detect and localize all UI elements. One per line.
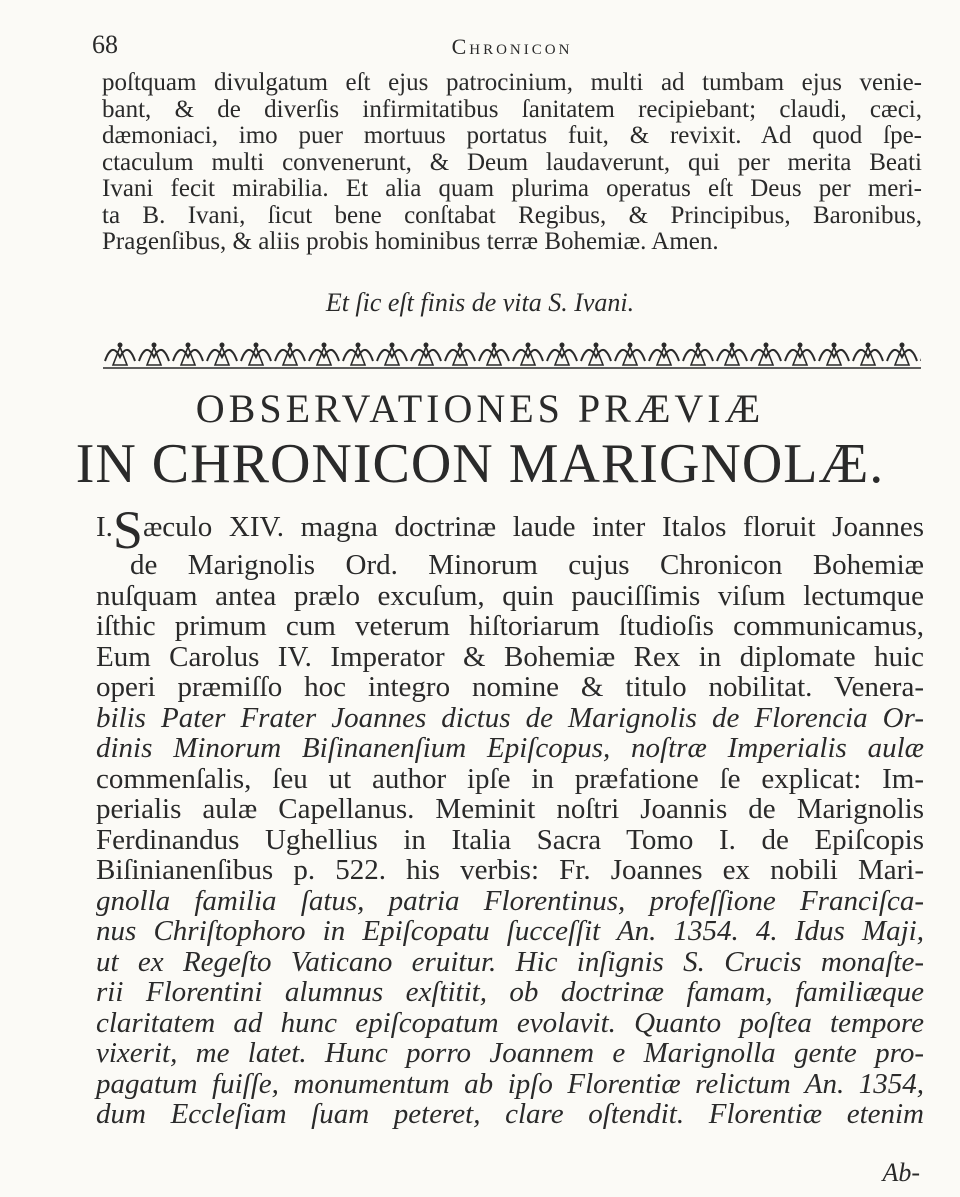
text-line: pagatum fuiſſe, monumentum ab ipſo Florentiæ relictum An. 1354, [96, 1067, 924, 1100]
text-line: bilis Pater Frater Joannes dictus de Marignolis de Florencia Or- [96, 701, 924, 734]
drop-cap: S [112, 500, 143, 560]
text-line: nuſquam antea prælo excuſum, quin pauciſſimis viſum lectumque [96, 579, 924, 612]
text-line: poſtquam divulgatum eſt ejus patrocinium, multi ad tumbam ejus venie- [102, 69, 922, 96]
text-line: Pragenſibus, & aliis probis hominibus terræ Bohemiæ. Amen. [102, 228, 719, 255]
text-line: claritatem ad hunc epiſcopatum evolavit. Quanto poſtea tempore [96, 1006, 924, 1039]
text-line: gnolla familia ſatus, patria Florentinus, profeſſione Franciſca- [96, 884, 924, 917]
text-line: bant, & de diverſis infirmitatibus ſanitatem recipiebant; claudi, cæci, [102, 95, 922, 123]
text-line: Ferdinandus Ughellius in Italia Sacra Tomo I. de Epiſcopis [96, 823, 924, 856]
closing-paragraph [102, 70, 922, 256]
text-line: dæmoniaci, imo puer mortuus portatus fuit, & revixit. Ad quod ſpe- [102, 122, 922, 149]
text-line: ctaculum multi convenerunt, & Deum laudaverunt, qui per merita Beati [102, 148, 922, 176]
end-note: Et ſic eſt finis de vita S. Ivani. [325, 288, 635, 317]
text-line: vixerit, me latet. Hunc porro Joannem e Marignolla gente pro- [96, 1037, 924, 1069]
section-heading-line-2: IN CHRONICON MARIGNOLÆ. [75, 433, 885, 495]
text-line: operi præmiſſo hoc integro nomine & titulo nobilitat. Venera- [96, 671, 924, 703]
page-number: 68 [92, 30, 118, 59]
first-line-text: æculo XIV. magna doctrinæ laude inter Italos floruit Joannes [142, 511, 924, 543]
text-line: dinis Minorum Biſinanenſium Epiſcopus, noſtræ Imperialis aulæ [96, 732, 924, 764]
text-line: perialis aulæ Capellanus. Meminit noſtri Joannis de Marignolis [96, 793, 924, 825]
text-line: Biſinianenſibus p. 522. his verbis: Fr. Joannes ex nobili Mari- [96, 854, 924, 886]
section-number: I. [96, 511, 113, 543]
ornament-border [103, 335, 921, 373]
text-line: iſthic primum cum veterum hiſtoriarum ſtudioſis communicamus, [96, 610, 924, 642]
section-heading-line-1: OBSERVATIONES PRÆVIÆ [195, 386, 765, 431]
page-header [92, 30, 922, 66]
text-line: commenſalis, ſeu ut author ipſe in præfatione ſe explicat: Im- [96, 762, 924, 795]
text-line: de Marignolis Ord. Minorum cujus Chronicon Bohemiæ [130, 549, 924, 581]
text-line: Eum Carolus IV. Imperator & Bohemiæ Rex in diplomate huic [96, 640, 924, 673]
catchword: Ab- [882, 1158, 920, 1187]
text-line [96, 500, 924, 560]
text-line: ut ex Regeſto Vaticano eruitur. Hic inſignis S. Crucis monaſte- [96, 945, 924, 978]
text-line: ta B. Ivani, ſicut bene conſtabat Regibus, & Principibus, Baronibus, [102, 201, 922, 229]
text-line: Ivani fecit mirabilia. Et alia quam plurima operatus eſt Deus per meri- [102, 175, 922, 202]
main-paragraph [96, 500, 924, 1130]
text-line: nus Chriſtophoro in Epiſcopatu ſucceſſit An. 1354. 4. Idus Maji, [96, 915, 924, 947]
text-line: dum Eccleſiam ſuam peteret, clare oſtendit. Florentiæ etenim [96, 1098, 924, 1130]
running-title: Chronicon [451, 34, 573, 59]
text-line: rii Florentini alumnus exſtitit, ob doctrinæ famam, familiæque [96, 976, 924, 1008]
